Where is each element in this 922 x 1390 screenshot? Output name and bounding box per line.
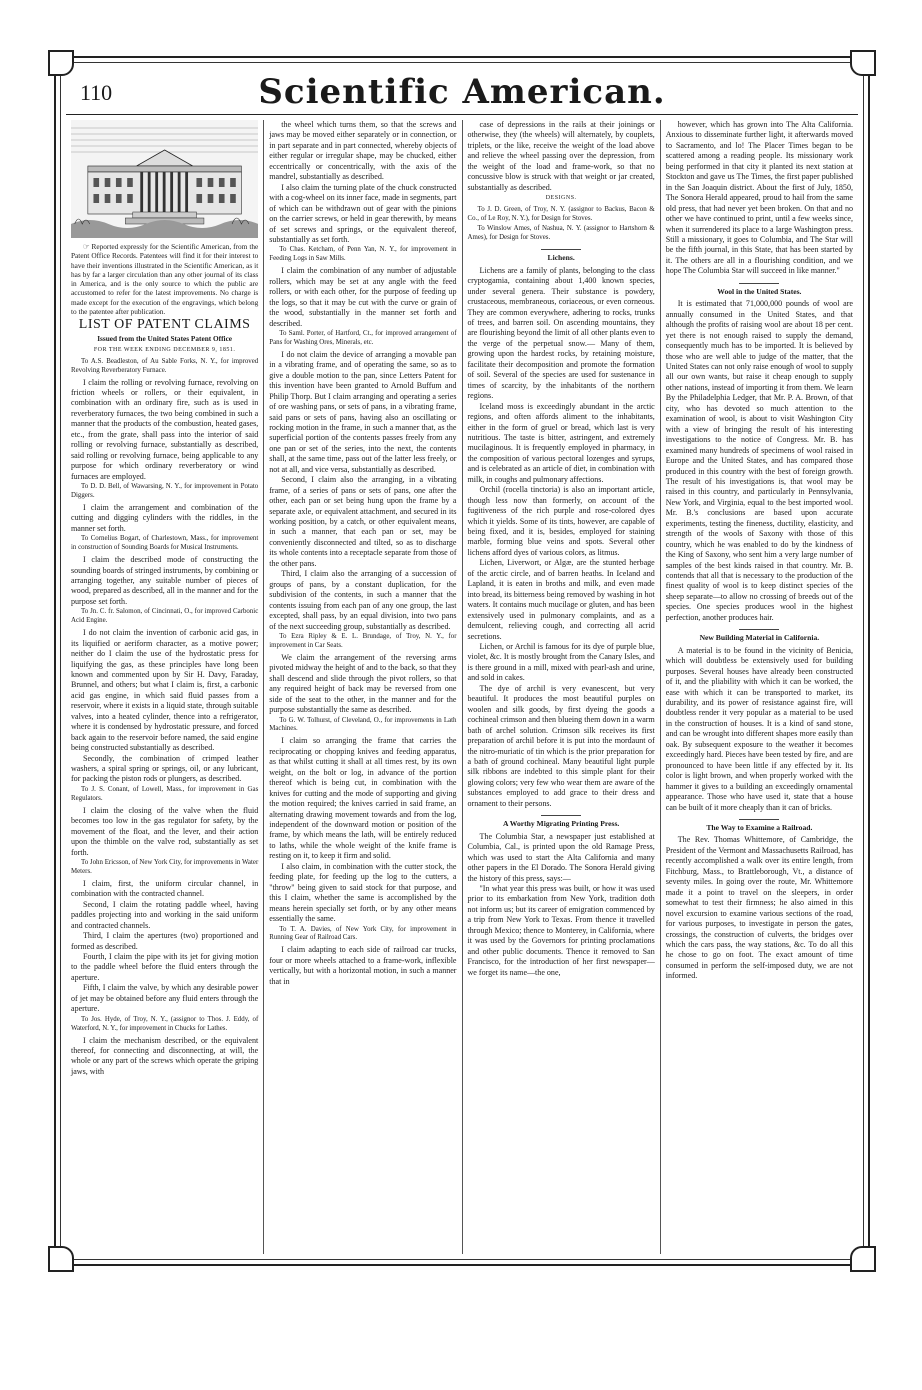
column-1-body — [71, 358, 258, 1078]
paragraph: the wheel which turns them, so that the screws and jaws may be moved either separately or in connection, or in part separate and in part connected, whereby objects of either regular or irregular shape, may be chucked, either eccentrically or concentrically, with the axis of the mandrel, substantially as described. — [269, 120, 457, 182]
column-4 — [660, 120, 858, 1254]
patentee-line: To Chas. Ketcham, of Penn Yan, N. Y., for improvement in Feeding Logs in Saw Mills. — [269, 246, 457, 263]
patentee-line: To A.S. Beadleston, of Au Sable Forks, N. Y., for improved Revolving Reverberatory Furnace. — [71, 357, 259, 374]
patentee-line: To Cornelius Bogart, of Charlestown, Mass., for improvement in construction of Sounding Boards for Musical Instruments. — [71, 535, 259, 552]
paragraph: case of depressions in the rails at their joinings or otherwise, they (the wheels) will alternately, by couplets, triplets, or the like, receive the weight of the load above and relieve the wheel passing over the depression, from the weight of the load and frame-work, so that no concussive blow is struck with that weight or jar created, substantially as described. — [467, 120, 655, 192]
paragraph: A material is to be found in the vicinity of Benicia, which will doubtless be extensively used for building purposes. Several houses have already been constructed of it, and the pliability with which it can be worked, the ease with which it can be transported to market, its durability, and its power of resistance against fire, will doubtless render it very popular as a material to be used in the construction of houses. It is a kind of sand stone, and can be wrought into different shapes more easily than oak. By subsequent exposure to the weather it becomes exceedingly hard. Pieces have been tested by fire, and are pronounced to have been little if any effected by it. Its color is light brown, and when properly worked with the hammer it gives to a building an exceedingly ornamental appearance. Those who have used it, state that a house can be built of it more cheaply than it can of bricks. — [665, 645, 853, 812]
columns — [66, 120, 858, 1254]
week-line: FOR THE WEEK ENDING DECEMBER 9, 1851. — [93, 347, 236, 354]
paragraph: Orchil (rocella tinctoria) is also an important article, though less now than formerly, on account of the fugitiveness of the rich purple and rose-colored dyes which it yields. Some of its tints, however, are capable of being fixed, and it is, besides, employed for staining marble, forming blue veins and spots. Several other lichens afford dyes of various colors, as litmus. — [467, 485, 655, 557]
patent-office-engraving — [71, 120, 258, 238]
paragraph: Fifth, I claim the valve, by which any desirable power of jet may be obtained before any fluid enters through the aperture. — [71, 983, 259, 1014]
patentee-line: To D. D. Bell, of Wawarsing, N. Y., for improvement in Potato Diggers. — [71, 483, 259, 499]
paragraph: I claim the mechanism described, or the equivalent thereof, for connecting and disconnecting, at will, the whole or any part of the screws which operate the griping jaws, with — [71, 1035, 259, 1076]
paragraph: Lichen, Liverwort, or Algæ, are the stunted herbage of the arctic circle, and of barren heaths. In Iceland and Lapland, it is eaten in broths and milk, and even made into bread, its bitterness being removed by washing in hot waters. It contains much mucilage or gluten, and has been extensively used in pulmonary complaints, and as a demulcent, relieving cough, and correcting all acrid secretions. — [467, 558, 655, 641]
paragraph: however, which has grown into The Alta California. Anxious to disseminate further light, it afterwards moved to Sacramento, and lo! The Placer Times began to be scattered among a reading people. Its missionary work being performed in that city it planted its next station at Stockton and gave us The Times, the first paper published in the San Joaquin district. About the first of July, 1850, The Sonora Herald appeared, proud to hail from the same old press, that had never yet been broken. On that and no other we have continued to print, until a few weeks since, when it surrendered its place to a large Washington press. Still a missionary, it goes to Columbia, and The Star will be the fifth journal, in this State, that has been started by it. The others are all in a flourishing condition, and we hope The Columbia Star will succeed in like manner." — [665, 120, 853, 276]
patentee-line: To Winslow Ames, of Nashua, N. Y. (assignor to Hartshorn & Ames), for Design for Stoves. — [467, 225, 655, 242]
article-heading: The Way to Examine a Railroad. — [666, 819, 853, 833]
column-2-body — [269, 120, 456, 987]
paragraph: The Columbia Star, a newspaper just established at Columbia, Cal., is printed upon the old Ramage Press, which was used to start the Alta California and many other papers in the El Dorado. The Sonora Herald giving the history of this press, says:— — [467, 831, 655, 883]
paragraph: The dye of archil is very evanescent, but very beautiful. It produces the most beautiful purples on woolen and silk goods, by first dyeing the goods a cochineal crimson and then blueing them down in a warm bath of archel solution. Crimson silk receives its first preparation of archil before it is put into the mordaunt of the nitro-muriatic of tin which is the prior preparation for a bath of ground cochineal. Many beautiful light purple silk ribbons are indebted to this simple plant for their glowing colors; very few who wear them are aware of the substances employed to add grace to their dress and ornament to their persons. — [467, 683, 655, 808]
header-rule — [66, 114, 858, 115]
paragraph: We claim the arrangement of the reversing arms pivoted midway the height of and to the back, so that they shall descend and slide through the pivot rollers, so that any required height of back may be reversed from one side of the seat to the other, in the manner and for the purpose substantially the same as described. — [269, 652, 457, 715]
paragraph: Fourth, I claim the pipe with its jet for giving motion to the paddle wheel before the fluid enters through the aperture. — [71, 952, 259, 982]
paragraph: "In what year this press was built, or how it was used prior to its embarkation from New York, tradition doth not inform us; but its career of emigration commenced by a trip from New York to Texas. From thence it travelled through Mexico; thence to Monterey, in California, where it was used by the Governors for printing proclamations and other public documents. Thence it removed to San Francisco, for the introduction of her first newspaper—we forget its name—the one, — [467, 883, 655, 977]
patentee-line: To T. A. Davies, of New York City, for improvement in Running Gear of Railroad Cars. — [269, 925, 457, 942]
patentee-line: To Ezra Ripley & E. L. Brundage, of Troy, N. Y., for improvement in Car Seats. — [269, 633, 457, 649]
paragraph: The Rev. Thomas Whittemore, of Cambridge, the President of the Vermont and Massachusetts Railroad, has recently accomplished a walk over its entire length, from Fitchburg, Mass., to Brattleborough, Vt., a distance of seventy miles. In going over the route, Mr. Whittemore made it a point to travel on the sleepers, in order somewhat to test their firmness; he also aimed in this novel excursion to examine various sections of the road, for various purposes, to investigate in person the gates, crossings, the construction of culverts, the bridges over which the cars pass, the way stations, &c. To do all this he chose to go on foot. The exact amount of time consumed in perform the self-imposed duty, we are not informed. — [665, 835, 853, 981]
paragraph: I claim the arrangement and combination of the cutting and digging cylinders with the riddles, in the manner set forth. — [71, 502, 259, 533]
paragraph: I claim the closing of the valve when the fluid becomes too low in the gas regulator for safety, by the movement of the float, and the lever, and their action upon the thimble on the valve rod, substantially as set forth. — [71, 805, 259, 857]
publication-notice: ☞ Reported expressly for the Scientific American, from the Patent Office Records. Patentees will find it for their interest to have their inventions illustrated in the Scientific American, as it has by far a larger circulation than any other journal of its class in America, and is the only source to which the public are accustomed to refer for the latest improvements. No charge is made except for the execution of the engravings, which belong to the patentee after publication. — [71, 242, 259, 317]
paragraph: I claim the described mode of constructing the sounding boards of stringed instruments, by combining or arranging together, any suitable number of pieces of wood, prepared as described, all in the manner and for the purpose set forth. — [71, 555, 259, 606]
article-heading: New Building Material in California. — [666, 629, 853, 643]
paragraph: Third, I claim also the arranging of a succession of groups of pans, by a constant duplication, for the subdivision of the contents, in such a manner that the contents issuing from each pan of any one group, the last excepted, shall pass, by an equal division, into two pans of the next succeeding group, substantially as described. — [269, 569, 457, 631]
paragraph: I claim adapting to each side of railroad car trucks, four or more wheels attached to a frame-work, inflexible vertically, but with a horizontal motion, in such a manner that in — [269, 945, 457, 986]
column-4-body — [666, 120, 853, 982]
paragraph: I also claim the turning plate of the chuck constructed with a cog-wheel on its inner face, made in segments, part of which can be withdrawn out of gear with the pinions on the carrier screws, or held in gear therewith, by means of set screws and springs, or the equivalent thereof, substantially as set forth. — [269, 182, 457, 244]
paragraph: I claim the rolling or revolving furnace, revolving on friction wheels or rollers, or their equivalent, in combination with an ordinary fire, such as is used in reverberatory furnaces, the two being combined in such a manner that the products of the combustion, heated gases, etc., from the grate, shall pass into the interior of said rolling or revolving furnace, substantially as described, said rolling or revolving furnace, being applicable to any purpose for which ordinary reverberatory or wind furnaces are employed. — [71, 377, 259, 481]
patentee-line: To Jn. C. fr. Salomon, of Cincinnati, O., for improved Carbonic Acid Engine. — [71, 608, 259, 625]
paragraph: I claim the combination of any number of adjustable rollers, which may be set at any angle with the feed rollers, or with each other, for the purpose of feeding up the logs, so that it may be cut with the curve or grain of the wood, substantially in the manner set forth and described. — [269, 266, 457, 328]
column-3 — [462, 120, 660, 1254]
masthead: Scientific American. — [258, 72, 666, 112]
patentee-line: To G. W. Tolhurst, of Cleveland, O., for improvements in Lath Machines. — [269, 716, 457, 733]
page-header — [66, 70, 858, 110]
patentee-line: To J. D. Green, of Troy, N. Y. (assignor to Backus, Bacon & Co., of Le Roy, N. Y.), for Design for Stoves. — [467, 205, 655, 222]
column-3-body — [468, 120, 655, 978]
page-number: 110 — [80, 80, 113, 105]
column-1 — [66, 120, 263, 1254]
paragraph: I claim, first, the uniform circular channel, in combination with the contracted channel. — [71, 878, 259, 899]
article-heading: A Worthy Migrating Printing Press. — [468, 815, 655, 829]
paragraph: I do not claim the device of arranging a movable pan in a vibrating frame, and of operating the same, so as to give a double motion to the pan, since Letters Patent for this invention have been granted to Arnold Buffum and Philip Thorp. But I claim arranging and operating a series of ore washing pans, or sets of pans, in a vibrating frame, said pans or sets of pans, having also an oscillating or rocking motion in the frame, in such a manner that, as the superficial portion of the contents passes freely from any one pan or set of the series, into the next, the contents shall, at the same time, pass out of the latter less freely, or not at all, and vice versa, substantially as described. — [269, 349, 457, 474]
paragraph: I claim so arranging the frame that carries the reciprocating or chopping knives and feeding apparatus, as that whilst cutting it shall at all times rest, by its own weight, on the bolt or log, in advance of the portion thereof which is being cut, in combination with the knives for cutting and the mode of supporting and giving the motion required; the knives carried in said frame, an alternating drawing movement towards and from the log, independent of the downward motion or position of the frame, by which means the lath, will be entirely reduced to laths, while the whole weight of the knife frame is resting on it, to keep it firm and solid. — [269, 736, 457, 861]
paragraph: I also claim, in combination with the cutter stock, the feeding plate, for feeding up the log to the cutters, a "throw" being given to said stock for that purpose, and this I claim, whether the same is accomplished by the means herein specially set forth, or by any other means essentially the same. — [269, 861, 457, 924]
paragraph: Lichens are a family of plants, belonging to the class cryptogamia, containing about 1,400 known species, under several genera. Their substance is powdery, crustaceous, membraneous, coriaceous, or even corneous. They are common everywhere, adhering to rocks, trunks of trees, and barren soil. On ascending mountains, they are flourishing beyond the limit of all other plants even to the verge of the perpetual snow.— Many of them, growing upon the hardest rocks, by retaining moisture, facilitate their decomposition and promote the formation of soil. Several of the species are used for sustenance in times of scarcity, by the inhabitants of the northern regions. — [467, 265, 655, 401]
paragraph: Second, I claim also the arranging, in a vibrating frame, of a series of pans or sets of pans, one after the other, each pan or set being hung upon the frame by a separate axle, or equivalent attachment, and secured in its working position, by a catch, or other equivalent means, in such a manner, that each pan or set, may be conveniently disconnected and tilted, so as to discharge its whole contents into a receptacle separate from those of the other pans. — [269, 475, 457, 568]
paragraph: Second, I claim the rotating paddle wheel, having paddles projecting into and working in the said uniform and contracted channels. — [71, 899, 259, 930]
paragraph: Iceland moss is exceedingly abundant in the arctic regions, and often affords aliment to the inhabitants, either in the form of gruel or bread, which last is very nutritious. The taste is bitter, astringent, and extremely mucilaginous. It is frequently employed in pharmacy, in the composition of various pectoral lozenges and syrups, and is celebrated as an article of diet, in combination with milk, in coughs and pulmonary affections. — [467, 401, 655, 484]
patentee-line: To John Ericsson, of New York City, for improvements in Water Meters. — [71, 859, 259, 875]
paragraph: I do not claim the invention of carbonic acid gas, in its liquified or aeriform character, as a motive power; neither do I claim the use of the hydrostatic press for liquifying the gas, as these principles have long been known and commented upon by Sir H. Davy, Faraday, Brunnel, and others; but what I claim is, first, a carbonic acid gas engine, in which said fluid passes from a reservoir, where it exists in a liquid state, through suitable valves, into a heated cylinder, thence into a refrigerator, where it is condensed by hydrostatic pressure, and forced back again to the reservoir before named, the said engine being constructed substantially as described. — [71, 628, 259, 753]
section-title: LIST OF PATENT CLAIMS — [78, 317, 251, 333]
patentee-line: To Jos. Hyde, of Troy, N. Y., (assignor to Thos. J. Eddy, of Waterford, N. Y., for improvement in Chucks for Lathes. — [71, 1015, 259, 1032]
column-2 — [263, 120, 461, 1254]
subsection-label: DESIGNS. — [545, 195, 577, 202]
patentee-line: To Saml. Porter, of Hartford, Ct., for improved arrangement of Pans for Washing Ores, Minerals, etc. — [269, 329, 457, 346]
paragraph: Lichen, or Archil is famous for its dye of purple blue, violet, &c. It is mostly brought from the Canary Isles, and is there ground in a mill, mixed with pearl-ash and urine, and sold in cakes. — [467, 642, 655, 683]
patentee-line: To J. S. Conant, of Lowell, Mass., for improvement in Gas Regulators. — [71, 785, 259, 802]
issued-line: Issued from the United States Patent Office — [97, 333, 233, 343]
newspaper-page — [54, 56, 870, 1266]
paragraph: It is estimated that 71,000,000 pounds of wool are annually consumed in the United States, and that although the profits of raising wool are about 18 per cent. yet there is not enough raised to supply the demand, consequently much has to be imported. It is believed by those who are well able to judge of the matter, that the United States can not only raise enough of wool to supply all our own wants, but raise it cheap enough to supply other nations, instead of importing it from them. We learn By the Philadelphia Ledger, that Mr. P. A. Brown, of that city, who has devoted so much attention to the examination of wool, is about to visit Washington City with a view of bringing the result of his interesting investigations to the notice of Congress. Mr. B. has examined many hundreds of specimens of wool raised in Europe and the United States, and has compared those produced in this country with the best of foreign growth. The result of his investigations is, that wool may be raised in this country, and particularly in Pennsylvania, New York, and Virginia, equal to the best imported wool. Mr. B.'s conclusions are based upon accurate experiments, testing the fineness, ductility, elasticity, and strength of the wools of Saxony with those of this country, which he was enabled to do by the kindness of the King of Saxony, who sent him a very large number of samples of the best kinds raised in that country. Mr. B. contends that all that is necessary to the production of the finest quality of wool is to keep distinct species of the sheep separate—to allow no crossing of breeds out of the species. One species produces wool in the highest perfection, another produces hair. — [665, 299, 853, 622]
paragraph: Secondly, the combination of crimped leather washers, a spiral spring or springs, oil, or any lubricant, for packing the piston rods or plungers, as described. — [71, 753, 259, 784]
article-heading: Lichens. — [468, 249, 655, 263]
article-heading: Wool in the United States. — [666, 283, 853, 297]
paragraph: Third, I claim the apertures (two) proportioned and formed as described. — [71, 931, 259, 951]
